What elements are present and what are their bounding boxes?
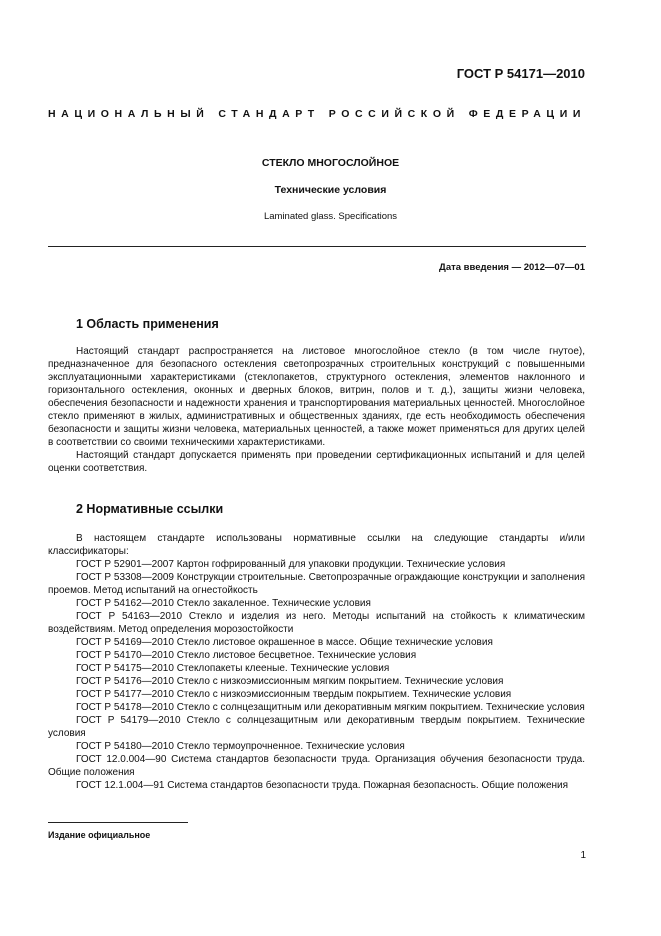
paragraph: В настоящем стандарте использованы нормативные ссылки на следующие стандарты и/или классификаторы: <box>48 533 585 557</box>
reference-item: ГОСТ Р 54176—2010 Стекло с низкоэмиссионным мягким покрытием. Технические условия <box>76 676 504 687</box>
paragraph: Настоящий стандарт допускается применять при проведении сертификационных испытаний и для целей оценки соответствия. <box>48 450 585 474</box>
title-divider <box>48 246 586 247</box>
section-1-heading: 1 Область применения <box>76 317 219 331</box>
document-title: СТЕКЛО МНОГОСЛОЙНОЕ <box>261 157 400 169</box>
english-title: Laminated glass. Specifications <box>263 211 398 222</box>
section-2-heading: 2 Нормативные ссылки <box>76 502 224 516</box>
national-standard-banner <box>48 108 586 120</box>
page-number: 1 <box>580 850 586 861</box>
reference-item: ГОСТ Р 54170—2010 Стекло листовое бесцветное. Технические условия <box>76 650 417 661</box>
footer-divider <box>48 822 188 823</box>
reference-item: ГОСТ Р 54179—2010 Стекло с солнцезащитным или декоративным твердым покрытием. Технические условия <box>48 715 585 739</box>
paragraph: Настоящий стандарт распространяется на листовое многослойное стекло (в том числе гнутое), предназначенное для безопасного остекления светопрозрачных строительных конструкций с повышенными эксплуатационными характеристиками (стеклопакетов, структурного остекления, элементов наклонного и горизонтального остекления, оконных и дверных блоков, витрин, полов и т. д.), защиты жизни человека, обеспечения безопасности и надежности хранения и транспортирования материальных ценностей. Многослойное стекло применяют в жилых, административных и общественных зданиях, где есть необходимость обеспечения безопасности и защиты жизни человека, материальных ценностей, а также может применяться для других целей в соответствии со своими техническими характеристиками. <box>48 346 585 448</box>
section-1-body <box>48 345 585 475</box>
reference-item: ГОСТ Р 54169—2010 Стекло листовое окрашенное в массе. Общие технические условия <box>76 637 493 648</box>
banner-word: РОССИЙСКОЙ <box>328 108 460 120</box>
reference-item: ГОСТ 12.1.004—91 Система стандартов безопасности труда. Пожарная безопасность. Общие положения <box>76 780 569 791</box>
reference-item: ГОСТ Р 53308—2009 Конструкции строительные. Светопрозрачные ограждающие конструкции и заполнения проемов. Метод испытаний на огнестойкость <box>48 572 585 596</box>
official-edition-label: Издание официальное <box>48 830 151 840</box>
reference-item: ГОСТ Р 52901—2007 Картон гофрированный для упаковки продукции. Технические условия <box>76 559 506 570</box>
reference-item: ГОСТ Р 54162—2010 Стекло закаленное. Технические условия <box>76 598 371 609</box>
reference-item: ГОСТ Р 54163—2010 Стекло и изделия из него. Методы испытаний на стойкость к климатическим воздействиям. Метод определения морозостойкости <box>48 611 585 635</box>
document-number: ГОСТ Р 54171—2010 <box>456 66 585 81</box>
reference-item: ГОСТ Р 54180—2010 Стекло термоупрочненное. Технические условия <box>76 741 405 752</box>
banner-word: НАЦИОНАЛЬНЫЙ <box>48 108 210 120</box>
reference-item: ГОСТ Р 54177—2010 Стекло с низкоэмиссионным твердым покрытием. Технические условия <box>76 689 512 700</box>
reference-item: ГОСТ 12.0.004—90 Система стандартов безопасности труда. Организация обучения безопасности труда. Общие положения <box>48 754 585 778</box>
introduction-date: Дата введения — 2012—07—01 <box>439 262 585 273</box>
reference-item: ГОСТ Р 54178—2010 Стекло с солнцезащитным или декоративным мягким покрытием. Технические условия <box>76 702 585 713</box>
section-2-body <box>48 532 585 792</box>
banner-word: ФЕДЕРАЦИИ <box>468 108 586 120</box>
banner-word: СТАНДАРТ <box>218 108 320 120</box>
document-subtitle: Технические условия <box>274 184 387 196</box>
reference-item: ГОСТ Р 54175—2010 Стеклопакеты клееные. Технические условия <box>76 663 390 674</box>
